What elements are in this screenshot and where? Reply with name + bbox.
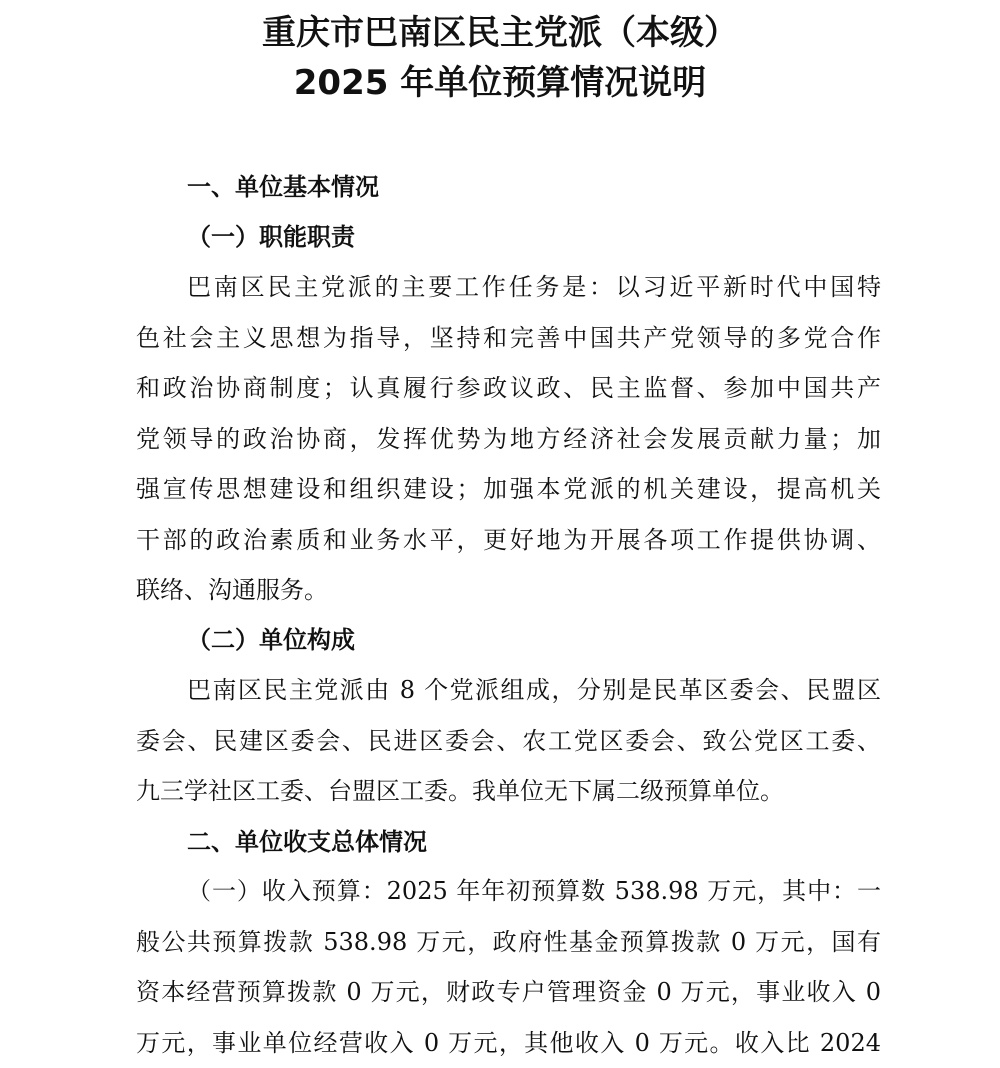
paragraph-line: 巴南区民主党派由 8 个党派组成，分别是民革区委会、民盟区 xyxy=(187,676,881,704)
paragraph-line: 般公共预算拨款 538.98 万元，政府性基金预算拨款 0 万元，国有 xyxy=(136,927,881,956)
paragraph-line: 干部的政治素质和业务水平，更好地为开展各项工作提供协调、 xyxy=(136,525,881,554)
paragraph-line: 资本经营预算拨款 0 万元，财政专户管理资金 0 万元，事业收入 0 xyxy=(136,978,881,1006)
composition-paragraph xyxy=(136,665,881,817)
paragraph-line: 强宣传思想建设和组织建设；加强本党派的机关建设，提高机关 xyxy=(136,475,881,503)
paragraph-line: 万元，事业单位经营收入 0 万元，其他收入 0 万元。收入比 2024 xyxy=(136,1028,881,1057)
section-2-heading: 二、单位收支总体情况 xyxy=(187,828,427,856)
paragraph-line: 委会、民建区委会、民进区委会、农工党区委会、致公党区工委、 xyxy=(136,726,881,755)
document-title-line-1: 重庆市巴南区民主党派（本级） xyxy=(262,13,738,53)
document-title-line-2: 2025 年单位预算情况说明 xyxy=(293,63,707,103)
paragraph-line: 色社会主义思想为指导，坚持和完善中国共产党领导的多党合作 xyxy=(136,323,881,352)
section-1-heading: 一、单位基本情况 xyxy=(187,173,379,201)
paragraph-line: 巴南区民主党派的主要工作任务是：以习近平新时代中国特 xyxy=(187,273,881,301)
duties-paragraph xyxy=(136,262,881,616)
paragraph-line: 和政治协商制度；认真履行参政议政、民主监督、参加中国共产 xyxy=(136,374,881,402)
paragraph-line: （一）收入预算：2025 年年初预算数 538.98 万元，其中：一 xyxy=(187,877,881,905)
paragraph-line: 联络、沟通服务。 xyxy=(136,576,328,604)
section-1-1-heading: （一）职能职责 xyxy=(187,222,355,251)
income-budget-paragraph xyxy=(136,866,881,1068)
section-1-2-heading: （二）单位构成 xyxy=(187,625,355,654)
paragraph-line: 九三学社区工委、台盟区工委。我单位无下属二级预算单位。 xyxy=(136,777,784,805)
paragraph-line: 党领导的政治协商，发挥优势为地方经济社会发展贡献力量；加 xyxy=(136,424,881,453)
